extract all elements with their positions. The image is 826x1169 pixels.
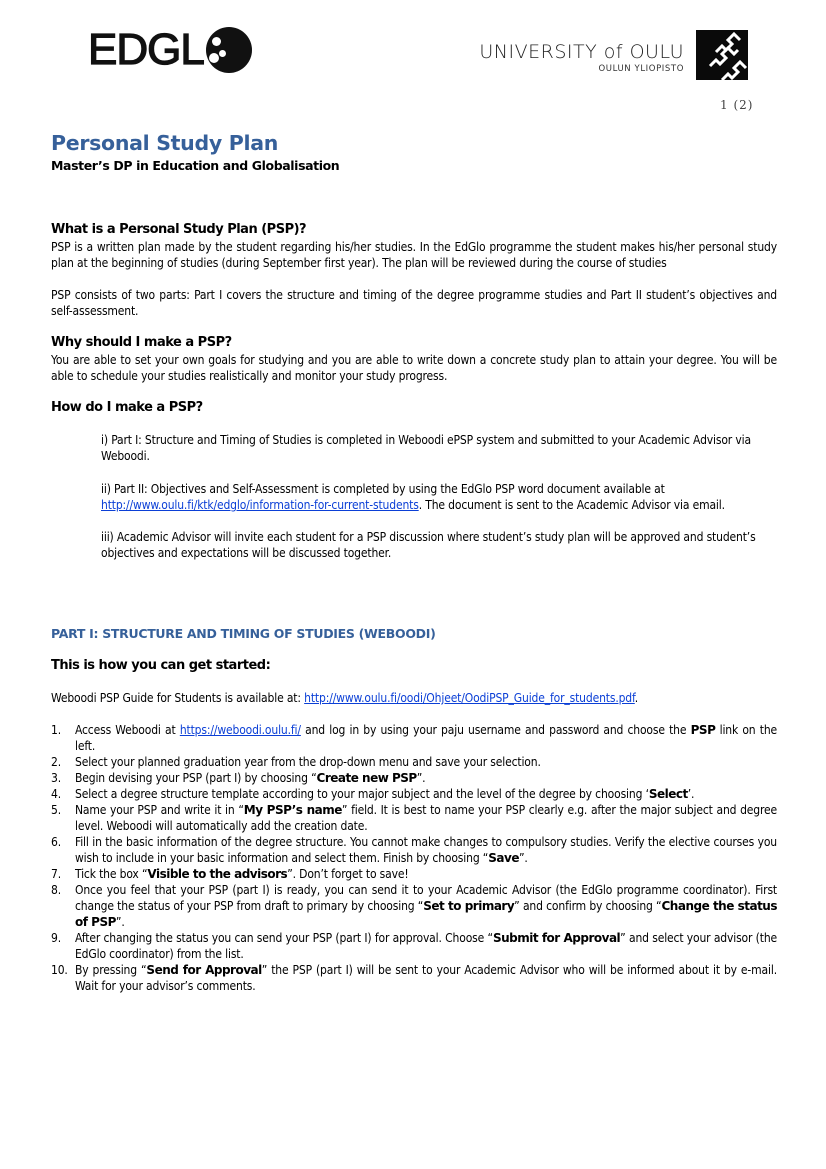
edglo-logo <box>88 26 252 74</box>
step-text: Select your planned graduation year from the drop-down menu and save your selection. <box>75 755 541 769</box>
paragraph-why-psp: You are able to set your own goals for studying and you are able to write down a concrete study plan to attain your degree. You will be able to schedule your studies realistically and monitor your study progress. <box>51 353 777 383</box>
page-number: 1 (2) <box>720 98 754 112</box>
step-number: 6. <box>51 835 61 849</box>
step-number: 1. <box>51 723 61 737</box>
step-text: link on the left. <box>75 723 778 753</box>
step-text: Begin devising your PSP (part I) by choosing “ <box>75 771 317 785</box>
how-item-3: iii) Academic Advisor will invite each student for a PSP discussion where student’s study plan will be approved and student’s objectives and expectations will be discussed together. <box>101 530 756 560</box>
step-number: 8. <box>51 883 61 897</box>
university-emblem-icon <box>696 30 748 80</box>
step-bold-text: Change the status of PSP <box>75 899 777 929</box>
step-text: Fill in the basic information of the degree structure. You cannot make changes to compulsory studies. Verify the elective courses you wish to include in your basic information and select them. Finish by choosing “ <box>75 835 777 865</box>
step-bold-text: Select <box>648 787 688 801</box>
step-number: 2. <box>51 755 61 769</box>
edglo-logo-text: EDGL <box>88 25 204 74</box>
step-number: 3. <box>51 771 61 785</box>
step-text: Tick the box “ <box>75 867 148 881</box>
page-subtitle: Master’s DP in Education and Globalisation <box>51 158 340 173</box>
step-item <box>51 786 777 802</box>
step-item <box>51 930 777 962</box>
step-text: ” field. It is best to name your PSP clearly e.g. after the major subject and degree level. Weboodi will automatically add the creation date. <box>75 803 778 833</box>
step-text: Once you feel that your PSP (part I) is ready, you can send it to your Academic Advisor (the EdGlo programme coordinator). First change the status of your PSP from draft to primary by choosing “ <box>75 883 777 913</box>
step-text: After changing the status you can send your PSP (part I) for approval. Choose “ <box>75 931 493 945</box>
step-item <box>51 882 777 930</box>
step-bold-text: Send for Approval <box>146 963 262 977</box>
step-bold-text: Visible to the advisors <box>147 867 288 881</box>
step-text: Name your PSP and write it in “ <box>75 803 244 817</box>
university-logo-text <box>466 42 684 74</box>
step-number: 10. <box>51 963 68 977</box>
step-item <box>51 834 777 866</box>
step-text: By pressing “ <box>75 963 147 977</box>
heading-what-is-psp: What is a Personal Study Plan (PSP)? <box>51 222 307 237</box>
paragraph-what-is-psp: PSP is a written plan made by the student regarding his/her studies. In the EdGlo programme the student makes his/her personal study plan at the beginning of studies (during September first year). The plan will be reviewed during the course of studies <box>51 240 777 270</box>
how-item-2-text: ii) Part II: Objectives and Self-Assessment is completed by using the EdGlo PSP word document available at <box>101 482 665 496</box>
page-title: Personal Study Plan <box>51 131 279 155</box>
step-item <box>51 866 777 882</box>
psp-guide-link[interactable]: http://www.oulu.fi/oodi/Ohjeet/OodiPSP_Guide_for_students.pdf <box>304 691 635 705</box>
step-number: 9. <box>51 931 61 945</box>
step-bold-text: My PSP’s name <box>243 803 342 817</box>
heading-why-psp: Why should I make a PSP? <box>51 335 232 350</box>
step-text: Select a degree structure template according to your major subject and the level of the degree by choosing ‘ <box>75 787 649 801</box>
step-number: 4. <box>51 787 61 801</box>
guide-text: Weboodi PSP Guide for Students is available at: <box>51 691 305 705</box>
step-text: and log in by using your paju username and password and choose the <box>300 723 691 737</box>
edglo-current-students-link[interactable]: http://www.oulu.fi/ktk/edglo/information-for-current-students <box>101 498 419 512</box>
steps-list <box>51 722 777 994</box>
step-bold-text: Submit for Approval <box>492 931 621 945</box>
step-text: ”. <box>115 915 125 929</box>
step-bold-text: Save <box>488 851 519 865</box>
guide-text-after: . <box>634 691 639 705</box>
how-item-2 <box>101 481 777 513</box>
how-item-1: i) Part I: Structure and Timing of Studies is completed in Weboodi ePSP system and submitted to your Academic Advisor via Weboodi. <box>101 433 751 463</box>
part1-heading: PART I: STRUCTURE AND TIMING OF STUDIES (WEBOODI) <box>51 626 436 641</box>
step-number: 5. <box>51 803 61 817</box>
step-item <box>51 754 777 770</box>
get-started-heading: This is how you can get started: <box>51 658 271 673</box>
paragraph-psp-parts: PSP consists of two parts: Part I covers the structure and timing of the degree programme studies and Part II student’s objectives and self-assessment. <box>51 288 777 318</box>
guide-paragraph <box>51 690 777 706</box>
heading-how-psp: How do I make a PSP? <box>51 400 203 415</box>
step-bold-text: Create new PSP <box>316 771 417 785</box>
step-text: ” and select your advisor (the EdGlo coordinator) from the list. <box>75 931 778 961</box>
step-text: ”. <box>518 851 528 865</box>
step-item <box>51 722 777 754</box>
edglo-logo-circle-icon <box>206 27 252 73</box>
how-item-2-text-after: . The document is sent to the Academic Advisor via email. <box>418 498 725 512</box>
step-item <box>51 962 777 994</box>
university-name: UNIVERSITY of OULU <box>479 41 684 63</box>
step-text: ” and confirm by choosing “ <box>514 899 662 913</box>
weboodi-link[interactable]: https://weboodi.oulu.fi/ <box>179 723 301 737</box>
step-text: Access Weboodi at <box>75 723 180 737</box>
step-number: 7. <box>51 867 61 881</box>
university-subtitle: OULUN YLIOPISTO <box>598 64 684 74</box>
step-text: ”. <box>416 771 426 785</box>
step-text: ”. Don’t forget to save! <box>287 867 409 881</box>
step-item <box>51 802 777 834</box>
step-item <box>51 770 777 786</box>
step-text: ’. <box>687 787 695 801</box>
step-bold-text: PSP <box>690 723 716 737</box>
step-bold-text: Set to primary <box>423 899 515 913</box>
step-text: ” the PSP (part I) will be sent to your Academic Advisor who will be informed about it by e-mail. Wait for your advisor’s comments. <box>75 963 777 993</box>
